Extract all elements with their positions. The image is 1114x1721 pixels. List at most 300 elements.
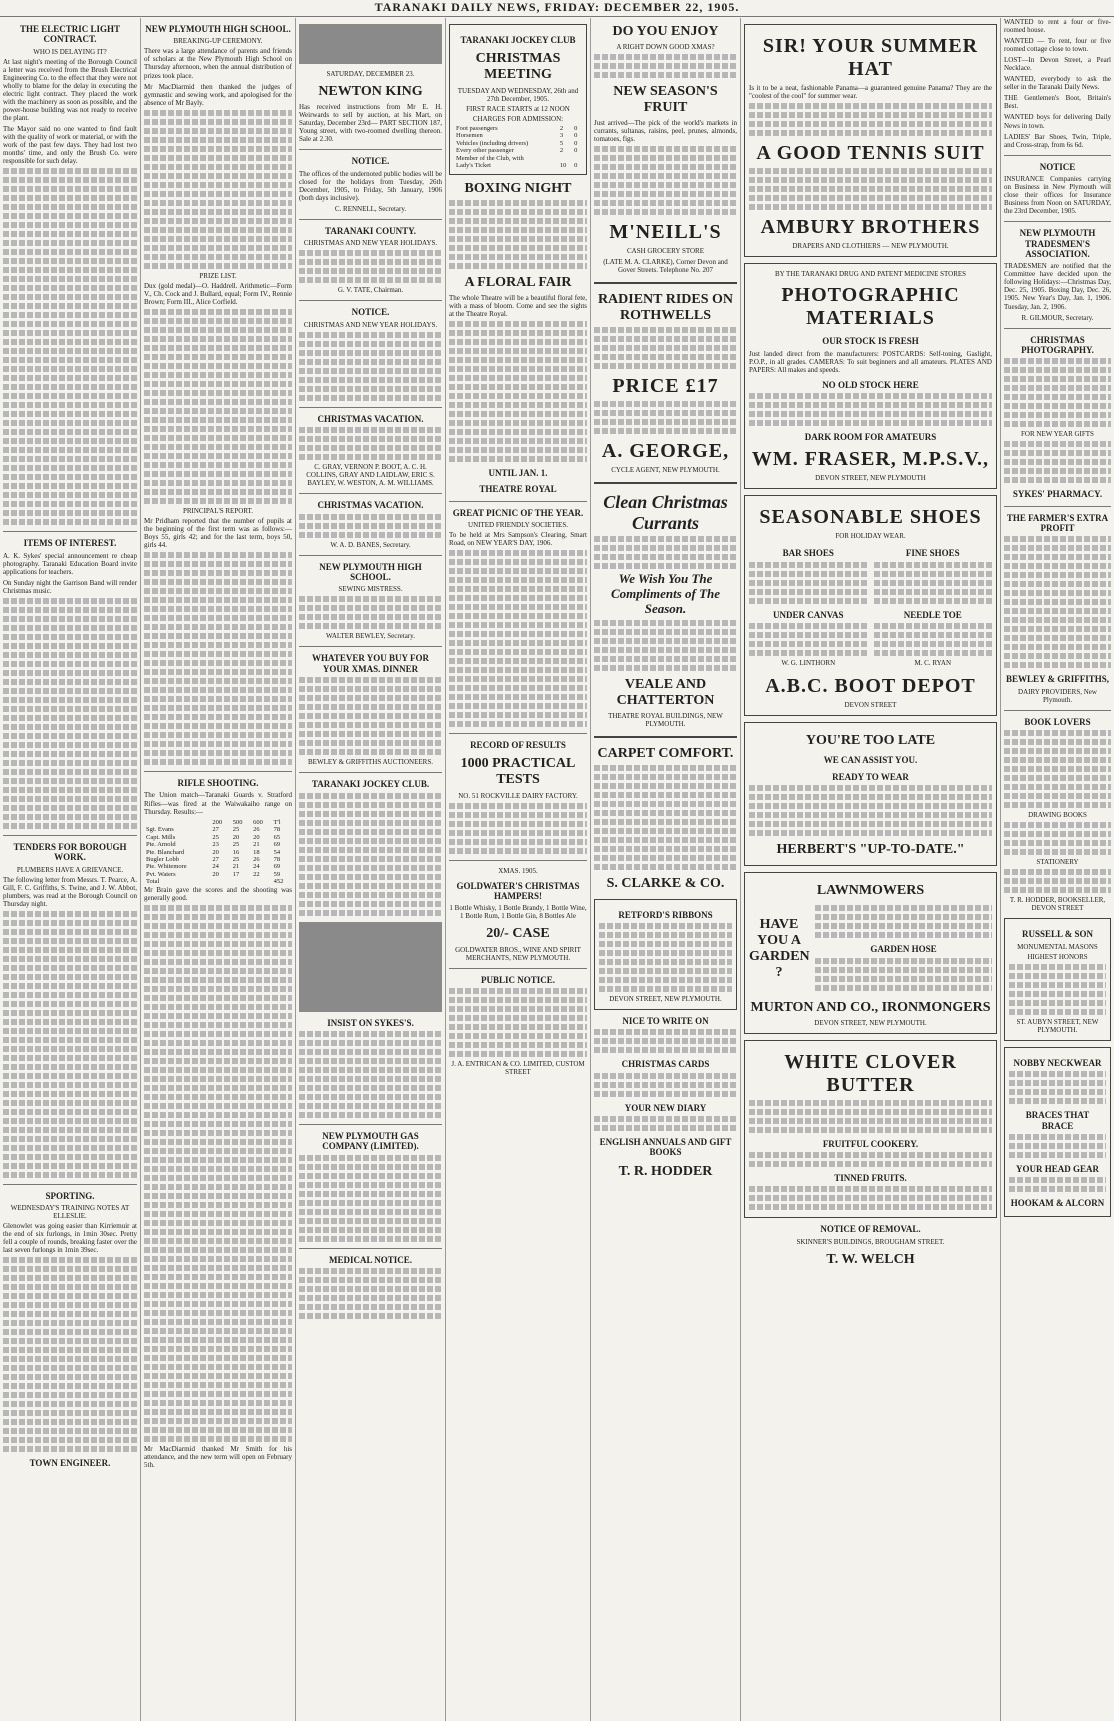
text-filler	[144, 110, 292, 269]
article-paragraph: Glenowlet was going easier than Kirriemuir at the end of six furlongs, in 1min 30sec. Pretty fell a couple of rounds, breaking faster over the last seven furlongs in 1min 39sec.	[3, 1222, 137, 1255]
ad-race-time: FIRST RACE STARTS at 12 NOON	[466, 104, 570, 113]
ad-heading: A.B.C. BOOT DEPOT	[765, 675, 976, 698]
ad-heading: TARANAKI JOCKEY CLUB	[460, 35, 576, 45]
ad-heading: THE FARMER'S EXTRA PROFIT	[1006, 512, 1109, 534]
ribbons-ad	[594, 899, 737, 1010]
article-paragraph: Dux (gold medal)—O. Haddrell. Arithmetic—Form V., Ch. Cock and J. Bullard, equal; Form IV., Rennie Brown; Form III., Alice Corfield.	[144, 281, 292, 306]
classified-ad: WANTED, everybody to ask the seller in the Taranaki Daily News.	[1004, 75, 1111, 92]
text-filler	[1009, 964, 1106, 1015]
ad-subhead: CASH GROCERY STORE	[626, 247, 705, 256]
russell-ad	[1004, 918, 1111, 1041]
ad-heading: PHOTOGRAPHIC MATERIALS	[781, 284, 960, 330]
ad-subhead: FOR NEW YEAR GIFTS	[1021, 430, 1094, 439]
ad-text: (LATE M. A. CLARKE), Corner Devon and Gover Streets. Telephone No. 207	[603, 257, 728, 274]
table-cell: 78	[273, 855, 281, 863]
article-paragraph: The Union match—Taranaki Guards v. Stratford Rifles—was fired at the Waiwakaiho range on Thursday. Results:—	[144, 791, 292, 816]
headline-items: ITEMS OF INTEREST.	[23, 538, 117, 549]
text-filler	[594, 146, 737, 215]
text-filler	[749, 785, 992, 836]
ad-subhead: DARK ROOM FOR AMATEURS	[804, 432, 937, 443]
article-paragraph: The following letter from Messrs. T. Pearce, A. Gill, F. C. Griffiths, S. Twine, and J. W. Abbot, plumbers, was read at the Borough Council on Thursday night.	[3, 875, 137, 908]
text-filler	[749, 393, 992, 426]
ad-signature: BEWLEY & GRIFFITHS AUCTIONEERS.	[308, 758, 433, 767]
table-cell: 20	[232, 833, 240, 841]
ad-signature: DEVON STREET, NEW PLYMOUTH.	[609, 994, 722, 1003]
notice-heading: CHRISTMAS VACATION.	[317, 413, 424, 424]
table-cell: 65	[273, 833, 281, 841]
table-cell: 59	[273, 870, 281, 878]
ad-heading: WM. FRASER, M.P.S.V.,	[751, 448, 990, 471]
text-filler	[1004, 869, 1111, 893]
charges-table	[454, 125, 582, 170]
classified-ad: WANTED to rent a four or five-roomed house.	[1004, 18, 1111, 35]
text-filler	[594, 1029, 737, 1053]
ad-subhead: NO OLD STOCK HERE	[822, 379, 919, 390]
text-filler	[749, 1186, 992, 1210]
jockey-club-ad	[449, 24, 587, 175]
column-5	[590, 18, 740, 1721]
notice-text: INSURANCE Companies carrying on Business in New Plymouth will close their offices for Insurance Business from Noon on SATURDAY, the 23rd December, 1905.	[1004, 175, 1111, 216]
notice-subhead: CHRISTMAS AND NEW YEAR HOLIDAYS.	[303, 239, 438, 248]
ad-signature: BEWLEY & GRIFFITHS,	[1006, 674, 1109, 685]
notice-signature: C. GRAY, VERNON P. BOOT, A. C. H. COLLINS, GRAY AND LAIDLAW, ERIC S. BAYLEY, W. WESTON, A. M. WILLIAMS.	[306, 463, 435, 488]
table-cell: 25	[232, 855, 240, 863]
rifle-scores-table	[144, 819, 292, 886]
table-cell: 24	[253, 863, 260, 871]
article-paragraph: There was a large attendance of parents and friends of scholars at the New Plymouth High School on Thursday afternoon, when the annual distribution of prizes took place.	[144, 47, 292, 80]
ad-subhead: DEVON STREET	[844, 701, 897, 710]
table-cell: 27	[212, 855, 219, 863]
ad-heading: CHRISTMAS PHOTOGRAPHY.	[1021, 334, 1094, 355]
total-value: 452	[273, 878, 284, 886]
table-row	[454, 125, 582, 132]
subhead: BREAKING-UP CEREMONY.	[173, 37, 263, 46]
ad-signature: W. G. LINTHORN	[781, 659, 836, 668]
butter-ad	[744, 1040, 997, 1219]
table-cell: 3	[559, 132, 564, 140]
text-filler	[3, 911, 137, 1178]
ad-heading: THEATRE ROYAL	[479, 484, 557, 495]
ad-heading: YOUR NEW DIARY	[624, 1102, 707, 1113]
headline-tenders: TENDERS FOR BOROUGH WORK.	[13, 841, 127, 863]
text-filler	[1004, 822, 1111, 855]
text-filler	[299, 1155, 442, 1242]
notice-text: The offices of the undernoted public bodies will be closed for the holidays from Tuesday, 26th December, 1905, to Friday, 5th January, 1906 (both days inclusive).	[299, 169, 442, 202]
text-filler	[449, 988, 587, 1057]
table-cell: 26	[253, 826, 260, 834]
text-filler	[1004, 441, 1111, 483]
table-cell: 23	[212, 841, 219, 849]
table-cell: 21	[232, 863, 240, 871]
notice-heading: NOTICE.	[351, 156, 390, 167]
table-cell: Lady's Ticket	[456, 162, 491, 170]
ad-heading: S. CLARKE & CO.	[606, 876, 725, 892]
ad-text: Just landed direct from the manufacturers: POSTCARDS: Self-toning, Gaslight, P.O.P., in all grades. CAMERAS: To suit beginners and all amateurs. PLATES AND PAPERS: All makes and speeds.	[749, 349, 992, 374]
ad-signature: J. A. ENTRICAN & CO. LIMITED, CUSTOM STREET	[451, 1059, 585, 1077]
article-paragraph: Mr MacDiarmid thanked Mr Smith for his attendance, and the new term will open on February 5th.	[144, 1444, 292, 1470]
ad-subhead: A RIGHT DOWN GOOD XMAS?	[616, 43, 715, 52]
herbert-ad	[744, 722, 997, 866]
ad-subhead: UNITED FRIENDLY SOCIETIES.	[468, 520, 568, 529]
text-filler	[594, 327, 737, 369]
table-cell: 20	[212, 848, 219, 856]
ad-subhead: NO. 51 ROCKVILLE DAIRY FACTORY.	[458, 791, 578, 800]
ad-heading: WHATEVER YOU BUY FOR YOUR XMAS. DINNER	[312, 653, 429, 674]
table-row	[144, 871, 292, 878]
table-header-cell: 600	[253, 818, 263, 826]
ad-subhead: UNDER CANVAS	[772, 609, 844, 620]
column-6	[740, 18, 1000, 1721]
table-cell: Bugler Lobb	[146, 855, 180, 863]
murton-ad	[744, 872, 997, 1034]
table-cell: 22	[253, 870, 260, 878]
ad-signature: M. C. RYAN	[914, 659, 952, 668]
ad-heading: RADIENT RIDES ON ROTHWELLS	[597, 291, 734, 323]
ad-heading: RUSSELL & SON	[1021, 929, 1094, 940]
text-filler	[299, 250, 442, 283]
classified-ad: LADIES' Bar Shoes, Twin, Triple, and Cross-strap, from 6s 6d.	[1004, 132, 1111, 149]
table-cell: 27	[212, 826, 219, 834]
headline-town-engineer: TOWN ENGINEER.	[29, 1458, 111, 1469]
ad-price: 20/- CASE	[486, 926, 550, 942]
subhead-report: PRINCIPAL'S REPORT.	[182, 506, 254, 515]
table-row	[144, 841, 292, 848]
text-filler	[749, 623, 868, 656]
text-filler	[874, 562, 993, 604]
subhead: PLUMBERS HAVE A GRIEVANCE.	[16, 865, 124, 874]
text-filler	[144, 309, 292, 504]
table-cell: 20	[212, 870, 219, 878]
table-cell: 10	[559, 162, 567, 170]
ad-subhead: NEEDLE TOE	[903, 609, 962, 620]
ad-heading: VEALE AND CHATTERTON	[616, 677, 715, 709]
ad-heading: NOBBY NECKWEAR	[1013, 1057, 1102, 1068]
ad-subhead: OUR STOCK IS FRESH	[822, 336, 919, 347]
classified-ad: LOST—In Devon Street, a Pearl Necklace.	[1004, 56, 1111, 73]
ad-heading: MURTON AND CO., IRONMONGERS	[750, 999, 991, 1015]
ad-heading: CHRISTMAS CARDS	[621, 1059, 710, 1070]
text-filler	[449, 200, 587, 269]
table-row	[144, 863, 292, 870]
table-cell: 69	[273, 863, 281, 871]
table-cell: 20	[253, 833, 260, 841]
ad-heading: 1000 PRACTICAL TESTS	[460, 756, 576, 788]
ad-heading: CARPET COMFORT.	[597, 746, 734, 762]
text-filler	[299, 427, 442, 460]
headline-rifle: RIFLE SHOOTING.	[177, 778, 259, 789]
table-cell	[558, 155, 572, 162]
table-cell: 0	[574, 147, 578, 155]
ad-heading: HAVE YOU A GARDEN ?	[749, 917, 810, 981]
text-filler	[449, 321, 587, 462]
table-cell: 5	[559, 139, 564, 147]
text-filler	[1004, 730, 1111, 808]
table-row	[144, 849, 292, 856]
ad-heading: BOOK LOVERS	[1024, 716, 1091, 727]
notice-heading: NOTICE.	[351, 307, 390, 318]
text-filler	[1009, 1134, 1106, 1158]
text-filler	[3, 598, 137, 829]
text-filler	[749, 1100, 992, 1133]
table-cell: Pvt. Waters	[146, 870, 176, 878]
table-cell: Sgt. Evans	[146, 826, 174, 834]
notice-subhead: SEWING MISTRESS.	[338, 585, 403, 594]
ad-charges-heading: CHARGES FOR ADMISSION:	[472, 114, 564, 123]
text-filler	[594, 54, 737, 78]
text-filler	[3, 1257, 137, 1452]
ad-subhead: THEATRE ROYAL BUILDINGS, NEW PLYMOUTH.	[608, 712, 723, 729]
table-cell: Every other passenger	[456, 147, 514, 155]
text-filler	[749, 168, 992, 210]
notice-subhead: CHRISTMAS AND NEW YEAR HOLIDAYS.	[303, 320, 438, 329]
ad-subhead: MONUMENTAL MASONS	[1017, 942, 1098, 951]
ad-heading: AMBURY BROTHERS	[760, 216, 981, 239]
text-filler	[144, 552, 292, 765]
notice-signature: R. GILMOUR, Secretary.	[1021, 313, 1094, 322]
ad-subhead: DAIRY PROVIDERS, New Plymouth.	[1018, 687, 1097, 704]
text-filler	[749, 103, 992, 136]
ad-subhead: FRUITFUL COOKERY.	[822, 1138, 919, 1149]
text-filler	[299, 1031, 442, 1118]
text-filler	[749, 1152, 992, 1167]
column-4	[445, 18, 590, 1721]
ad-newton-king: NEWTON KING	[318, 84, 423, 100]
ad-heading: INSIST ON SYKES'S.	[327, 1017, 414, 1028]
ad-text: 1 Bottle Whisky, 1 Bottle Brandy, 1 Bottle Wine, 1 Bottle Rum, 1 Bottle Gin, 8 Bottles Ale	[449, 904, 587, 921]
ad-heading: UNTIL JAN. 1.	[488, 467, 548, 478]
column-7	[1000, 18, 1114, 1721]
table-cell: Vehicles (including drivers)	[456, 139, 529, 147]
ad-subhead: HIGHEST HONORS	[1027, 952, 1088, 961]
table-header-cell: 200	[212, 818, 223, 826]
notice-signature: T. W. WELCH	[826, 1251, 915, 1267]
table-cell: 2	[559, 124, 564, 132]
table-cell: Capt. Mills	[146, 833, 176, 841]
table-cell: 25	[232, 826, 240, 834]
ad-subhead: STATIONERY	[1036, 858, 1079, 867]
ad-boxing-night: BOXING NIGHT	[464, 180, 572, 196]
ad-heading: RETFORD'S RIBBONS	[618, 909, 713, 920]
notice-heading: NEW PLYMOUTH HIGH SCHOOL.	[319, 561, 422, 582]
text-filler	[299, 514, 442, 538]
total-label: Total	[146, 878, 160, 886]
table-cell: 0	[574, 132, 578, 140]
text-filler	[3, 168, 137, 525]
ad-dates: TUESDAY AND WEDNESDAY, 26th and 27th December, 1905.	[457, 86, 579, 103]
ad-heading: LAWNMOWERS	[816, 883, 925, 899]
text-filler	[594, 1073, 737, 1097]
text-filler	[299, 596, 442, 629]
ad-signature: T. R. HODDER	[618, 1163, 713, 1179]
column-2	[140, 18, 295, 1721]
subhead-prize-list: PRIZE LIST.	[199, 271, 237, 280]
text-filler	[1009, 1071, 1106, 1104]
text-filler	[594, 401, 737, 434]
notice-heading: TARANAKI JOCKEY CLUB.	[311, 779, 430, 790]
notice-signature: WALTER BEWLEY, Secretary.	[326, 632, 415, 641]
table-cell: Pte. Whitemore	[146, 863, 187, 871]
notice-heading: NEW PLYMOUTH TRADESMEN'S ASSOCIATION.	[1019, 228, 1096, 259]
notice-heading: NEW PLYMOUTH GAS COMPANY (LIMITED).	[322, 1130, 419, 1152]
table-cell: Horsemen	[456, 132, 483, 140]
table-row	[454, 132, 582, 139]
text-filler	[749, 562, 868, 604]
article-paragraph: On Sunday night the Garrison Band will render Christmas music.	[3, 578, 137, 595]
ad-subhead: BAR SHOES	[782, 548, 834, 559]
text-filler	[815, 905, 992, 938]
table-cell: Member of the Club, with	[456, 154, 524, 162]
masthead: TARANAKI DAILY NEWS, FRIDAY: DECEMBER 22, 1905.	[0, 0, 1114, 17]
sykes-drench-illustration	[299, 922, 442, 1012]
ad-text: The whole Theatre will be a beautiful floral fete, with a mass of bloom. Come and see the sights at the Theatre Royal.	[449, 293, 587, 318]
table-cell: 2	[559, 147, 564, 155]
ad-text: Just arrived—The pick of the world's markets in currants, sultanas, raisins, peel, prunes, almonds, tomatoes, figs.	[594, 119, 737, 144]
ad-signature: HERBERT'S "UP-TO-DATE."	[776, 842, 965, 858]
notice-signature: G. V. TATE, Chairman.	[337, 286, 404, 295]
ad-heading: A. GEORGE,	[601, 439, 730, 462]
ad-heading: YOU'RE TOO LATE	[805, 733, 936, 749]
ad-signature: SYKES' PHARMACY.	[1012, 489, 1103, 500]
hookam-ad	[1004, 1047, 1111, 1217]
ad-heading: NICE TO WRITE ON	[622, 1015, 709, 1026]
article-paragraph: Mr Brain gave the scores and the shooting was generally good.	[144, 885, 292, 902]
ad-heading: GREAT PICNIC OF THE YEAR.	[452, 507, 584, 518]
table-header-cell: 500	[232, 818, 243, 826]
table-cell: 0	[574, 162, 578, 170]
ad-heading: YOUR HEAD GEAR	[1015, 1163, 1099, 1174]
text-filler	[594, 765, 737, 870]
table-row	[454, 147, 582, 154]
subhead: WEDNESDAY'S TRAINING NOTES AT ELLESLIE.	[10, 1204, 130, 1221]
ad-heading: We Wish You The Compliments of The Season.	[610, 571, 721, 617]
text-filler	[449, 550, 587, 727]
ad-signature: GOLDWATER BROS., WINE AND SPIRIT MERCHANTS, NEW PLYMOUTH.	[455, 945, 581, 962]
article-paragraph: At last night's meeting of the Borough Council a letter was received from the Brush Electrical Engineering Co. to the effect that they were not wholly to blame for the delay in executing the electric light contract. They placed the work with the machinery as soon as possible, and the power-house building was not ready to receive the plant.	[3, 57, 137, 123]
ad-floral-fair: A FLORAL FAIR	[464, 274, 572, 290]
table-cell: Foot passengers	[456, 124, 498, 132]
ad-heading: NEW SEASON'S FRUIT	[613, 84, 718, 116]
headline-sporting: SPORTING.	[45, 1190, 95, 1201]
headline-electric-light: THE ELECTRIC LIGHT CONTRACT.	[19, 24, 121, 45]
text-filler	[299, 677, 442, 755]
ad-subhead: WE CAN ASSIST YOU.	[823, 755, 918, 766]
table-cell: 0	[574, 139, 578, 147]
table-cell: 25	[212, 833, 219, 841]
text-filler	[874, 623, 993, 656]
ad-subhead: GARDEN HOSE	[870, 944, 937, 955]
text-filler	[594, 536, 737, 569]
table-row	[144, 856, 292, 863]
table-cell: 69	[273, 841, 281, 849]
text-filler	[815, 958, 992, 991]
ad-heading: A GOOD TENNIS SUIT	[756, 142, 985, 165]
notice-heading: TARANAKI COUNTY.	[324, 225, 416, 236]
table-cell: 24	[212, 863, 219, 871]
text-filler	[299, 793, 442, 916]
notice-signature: W. A. D. BANES, Secretary.	[330, 540, 411, 549]
ad-heading: M'NEILL'S	[609, 221, 722, 244]
notice-heading: MEDICAL NOTICE.	[328, 1254, 412, 1265]
article-paragraph: The Mayor said no one wanted to find fault with the quality of work or material, or with the work of the past few days. They had lost two months' time, and only the Brush Co. were responsible for such delay.	[3, 125, 137, 166]
fraser-ad	[744, 263, 997, 489]
ad-heading: RECORD OF RESULTS	[470, 740, 566, 751]
subhead: WHO IS DELAYING IT?	[33, 47, 107, 56]
ad-heading: SIR! YOUR SUMMER HAT	[762, 35, 979, 80]
ad-subhead: FOR HOLIDAY WEAR.	[835, 532, 906, 541]
ad-text: Has received instructions from Mr E. H. Weirwards to sell by auction, at his Mart, on Saturday, December 23rd— PART SECTION 187, Young street, with two-roomed dwelling thereon. Sale at 2.30.	[299, 103, 442, 144]
ad-signature: ST. AUBYN STREET, NEW PLYMOUTH.	[1016, 1017, 1099, 1034]
notice-heading: PUBLIC NOTICE.	[480, 974, 555, 985]
table-header-cell: T'l	[273, 818, 281, 826]
table-cell: 18	[253, 848, 260, 856]
table-cell: Pte. Blanchard	[146, 848, 185, 856]
ad-heading: WHITE CLOVER BUTTER	[784, 1050, 957, 1096]
ad-heading: CHRISTMAS MEETING	[475, 51, 561, 83]
table-header-cell	[144, 819, 210, 826]
text-filler	[299, 1268, 442, 1319]
ad-price: PRICE £17	[612, 374, 719, 397]
ad-text: To be held at Mrs Sampson's Clearing, Smart Road, on NEW YEAR'S DAY, 1906.	[449, 530, 587, 547]
ad-subhead: READY TO WEAR	[832, 771, 909, 782]
ad-heading: DO YOU ENJOY	[612, 24, 719, 39]
table-cell	[572, 155, 582, 162]
table-row	[454, 162, 582, 169]
table-row	[144, 826, 292, 833]
table-row	[454, 155, 582, 162]
table-cell: 54	[273, 848, 281, 856]
table-cell: 21	[253, 841, 260, 849]
ad-subhead: FINE SHOES	[905, 548, 960, 559]
ad-signature: T. R. HODDER, BOOKSELLER, DEVON STREET	[1009, 896, 1106, 913]
ad-text: Is it to be a neat, fashionable Panama—a guaranteed genuine Panama? They are the "coolest of the cool" for summer wear.	[749, 84, 992, 101]
ad-heading: SEASONABLE SHOES	[759, 506, 982, 529]
notice-signature: C. RENNELL, Secretary.	[334, 204, 407, 213]
table-cell: 17	[232, 870, 240, 878]
classified-ad: WANTED — To rent, four or five roomed cottage close to town.	[1004, 37, 1111, 54]
column-1	[0, 18, 140, 1721]
shoes-ad	[744, 495, 997, 716]
text-filler	[1004, 358, 1111, 427]
article-paragraph: Mr Pridham reported that the number of pupils at the beginning of the first term was as follows:—Boys 55, girls 42; and for the last term, boys 50, girls 44.	[144, 516, 292, 550]
ad-heading: ENGLISH ANNUALS AND GIFT BOOKS	[599, 1136, 732, 1158]
table-cell: Pte. Arnold	[146, 841, 176, 849]
ad-subhead: XMAS. 1905.	[498, 866, 538, 875]
table-cell: 26	[253, 855, 260, 863]
table-cell: 78	[273, 826, 281, 834]
table-cell: 0	[574, 124, 578, 132]
classified-ad: WANTED boys for delivering Daily News in town.	[1004, 113, 1111, 130]
article-paragraph: A. K. Sykes' special announcement re cheap photography. Taranaki Education Board invite applications for teachers.	[3, 551, 137, 576]
notice-heading: NOTICE OF REMOVAL.	[820, 1224, 921, 1235]
table-row	[144, 834, 292, 841]
text-filler	[1004, 536, 1111, 668]
ad-signature: HOOKAM & ALCORN	[1010, 1198, 1105, 1209]
ad-subhead: DEVON STREET, NEW PLYMOUTH.	[814, 1018, 927, 1027]
text-filler	[594, 620, 737, 671]
headline-high-school: NEW PLYMOUTH HIGH SCHOOL.	[145, 24, 291, 34]
notice-heading: NOTICE	[1039, 161, 1076, 172]
text-filler	[599, 923, 732, 992]
horse-illustration	[299, 24, 442, 64]
table-cell: 16	[232, 848, 240, 856]
text-filler	[299, 332, 442, 401]
ad-heading: Clean Christmas Currants	[603, 491, 728, 533]
ad-heading: BRACES THAT BRACE	[1025, 1110, 1090, 1131]
notice-text: TRADESMEN are notified that the Committee have decided upon the following Holidays:—Christmas Day, Dec. 25, 1905. Boxing Day, Dec. 26, 1905. New Year's Day, Jan. 1, 1906. Tuesday, Jan. 2, 1906.	[1004, 262, 1111, 311]
classified-ad: THE Gentlemen's Boot, Britain's Best.	[1004, 94, 1111, 111]
ad-subhead: DRAWING BOOKS	[1028, 811, 1087, 820]
ad-subhead: TINNED FRUITS.	[834, 1173, 907, 1184]
